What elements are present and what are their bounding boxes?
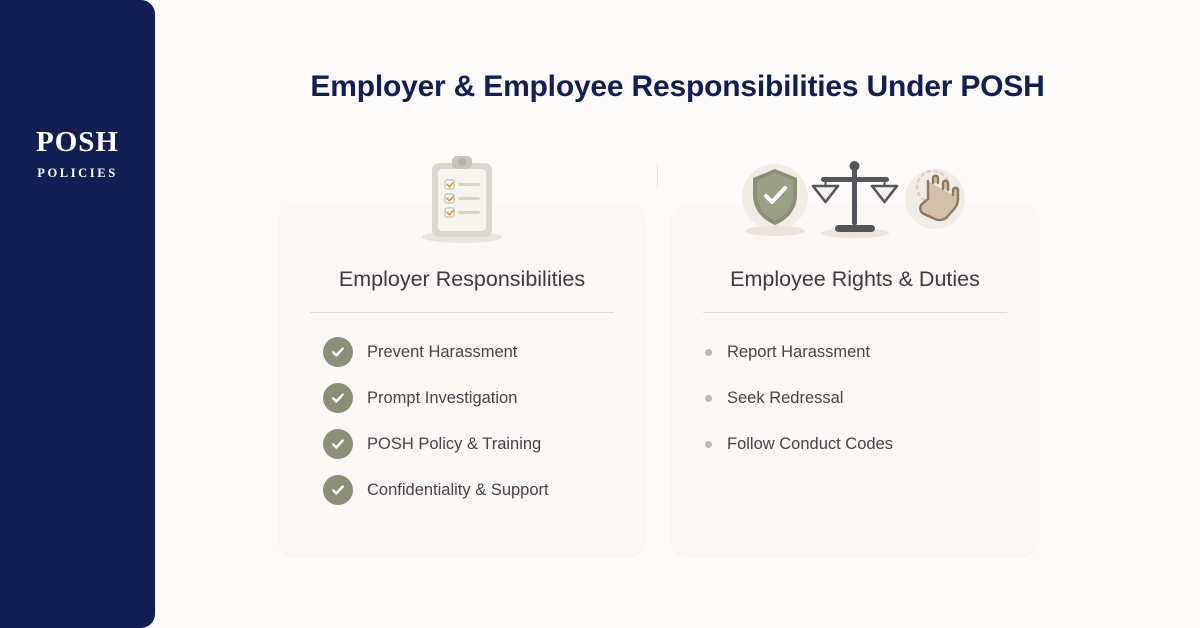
list-item-label: Prompt Investigation xyxy=(367,388,518,407)
list-item-label: Confidentiality & Support xyxy=(367,480,549,499)
list-item-label: Seek Redressal xyxy=(727,388,844,407)
card-employee-title: Employee Rights & Duties xyxy=(730,267,980,291)
card-employee-rule xyxy=(703,312,1007,313)
cards-container xyxy=(279,205,1039,555)
card-employer-title: Employer Responsibilities xyxy=(338,267,586,291)
clipboard-checklist-icon xyxy=(279,153,645,245)
card-employer-rule xyxy=(310,312,614,313)
check-icon xyxy=(323,383,353,413)
bullet-dot-icon xyxy=(705,349,712,356)
list-item xyxy=(672,375,1038,421)
brand-rail xyxy=(0,0,155,628)
check-icon xyxy=(323,475,353,505)
card-employer xyxy=(279,205,645,555)
list-item xyxy=(279,375,645,421)
bullet-dot-icon xyxy=(705,395,712,402)
check-icon xyxy=(323,429,353,459)
list-item-label: Follow Conduct Codes xyxy=(727,434,893,453)
page-title: Employer & Employee Responsibilities Under POSH xyxy=(310,70,1045,103)
list-item xyxy=(672,329,1038,375)
list-item-label: Prevent Harassment xyxy=(367,342,518,361)
card-employee xyxy=(672,205,1038,555)
list-item-label: POSH Policy & Training xyxy=(367,434,542,453)
list-item xyxy=(279,421,645,467)
brand-name: POSH xyxy=(36,126,119,158)
list-item-label: Report Harassment xyxy=(727,342,871,361)
card-employer-list xyxy=(279,329,645,513)
card-separator xyxy=(657,165,658,187)
card-employee-list xyxy=(672,329,1038,467)
list-item xyxy=(672,421,1038,467)
list-item xyxy=(279,329,645,375)
list-item xyxy=(279,467,645,513)
check-icon xyxy=(323,337,353,367)
bullet-dot-icon xyxy=(705,441,712,448)
shield-scales-hand-icon xyxy=(672,153,1038,245)
brand-logo xyxy=(36,128,119,181)
brand-tagline: POLICIES xyxy=(37,166,118,180)
